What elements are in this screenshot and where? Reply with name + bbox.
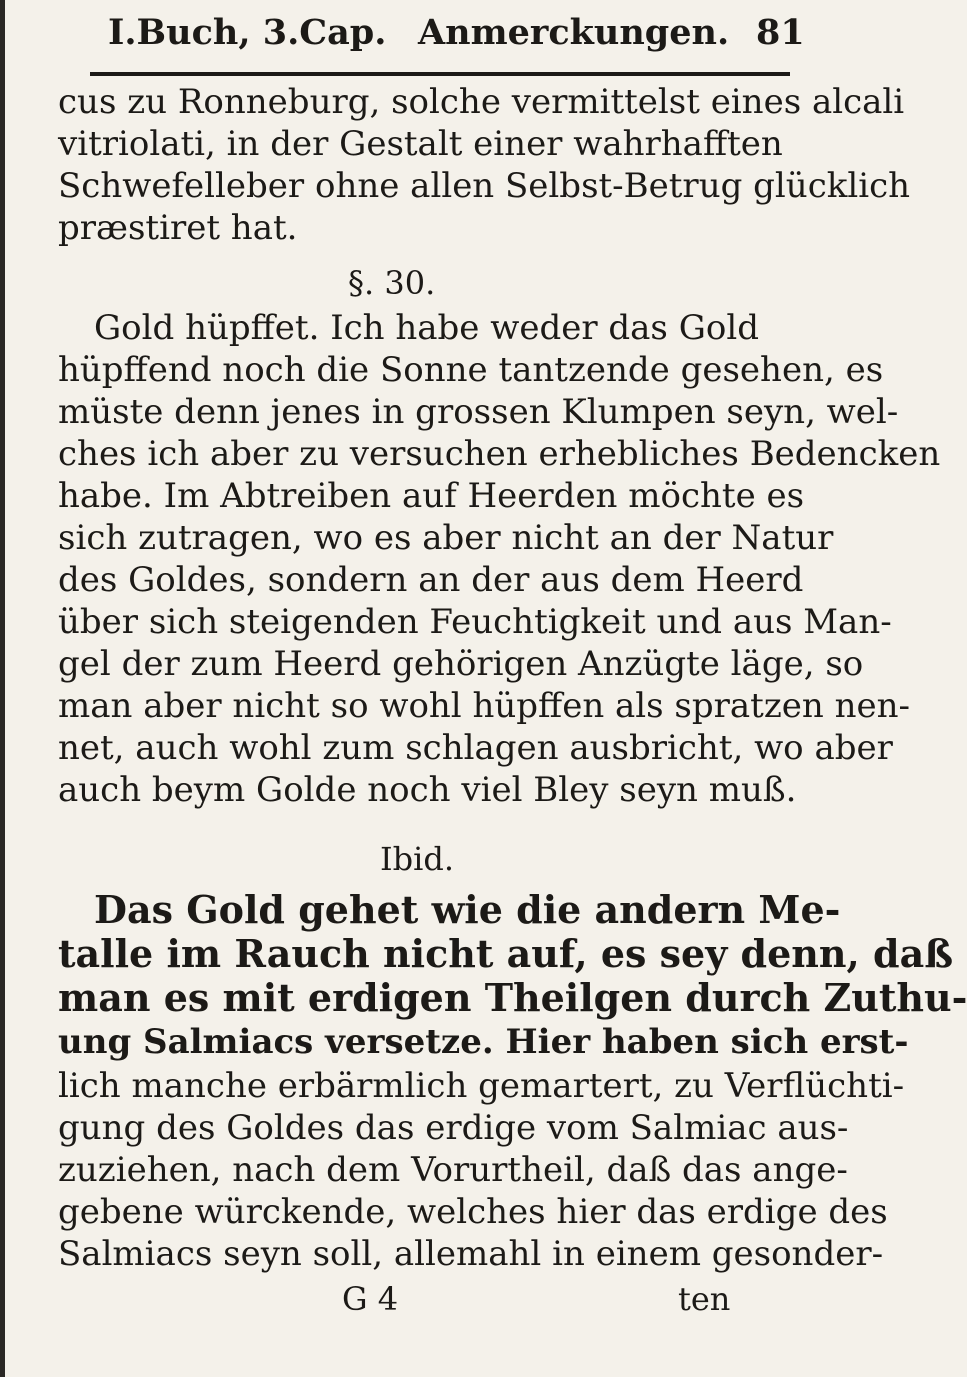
text-line: cus zu Ronneburg, solche vermittelst eines alcali [58,82,905,122]
text-line: zuziehen, nach dem Vorurtheil, daß das ange- [58,1150,848,1190]
text-line: hüpffend noch die Sonne tantzende gesehen, es [58,350,884,390]
header-rule [90,72,790,76]
text-line: talle im Rauch nicht auf, es sey denn, daß [58,931,954,976]
text-line: man es mit erdigen Theilgen durch Zuthu- [58,975,967,1020]
text-line: sich zutragen, wo es aber nicht an der Natur [58,518,834,558]
text-line: man aber nicht so wohl hüpffen als spratzen nen- [58,686,910,726]
text-line: Schwefelleber ohne allen Selbst-Betrug glücklich [58,166,911,206]
running-header [96,6,805,76]
text-line: Das Gold gehet wie die andern Me- [94,887,841,932]
catchword: ten [678,1280,731,1318]
page-number: 81 [756,12,805,53]
text-line: ches ich aber zu versuchen erhebliches Bedencken [58,434,941,474]
text-line: præstiret hat. [58,208,298,248]
text-line: Gold hüpffet. Ich habe weder das Gold [94,308,759,348]
text-line: lich manche erbärmlich gemartert, zu Verflüchti- [58,1066,905,1106]
ibid-label: Ibid. [380,840,455,878]
text-line: gung des Goldes das erdige vom Salmiac aus- [58,1108,849,1148]
signature-mark: G 4 [342,1280,399,1318]
text-line: gel der zum Heerd gehörigen Anzügte läge, so [58,644,864,684]
text-line: ung Salmiacs versetze. Hier haben sich erst- [58,1022,909,1062]
text-line: über sich steigenden Feuchtigkeit und aus Man- [58,602,892,642]
text-line: habe. Im Abtreiben auf Heerden möchte es [58,476,805,516]
text-line: net, auch wohl zum schlagen ausbricht, wo aber [58,728,893,768]
section-number: §. 30. [348,264,436,302]
page-edge [0,0,5,1377]
header-title: Anmerckungen. [418,12,730,53]
header-book-chapter: I.Buch, 3.Cap. [108,12,387,53]
text-line: Salmiacs seyn soll, allemahl in einem gesonder- [58,1234,884,1274]
text-line: müste denn jenes in grossen Klumpen seyn, wel- [58,392,899,432]
text-line: des Goldes, sondern an der aus dem Heerd [58,560,804,600]
text-line: vitriolati, in der Gestalt einer wahrhafften [58,124,783,164]
text-line: auch beym Golde noch viel Bley seyn muß. [58,770,797,810]
text-line: gebene würckende, welches hier das erdige des [58,1192,888,1232]
